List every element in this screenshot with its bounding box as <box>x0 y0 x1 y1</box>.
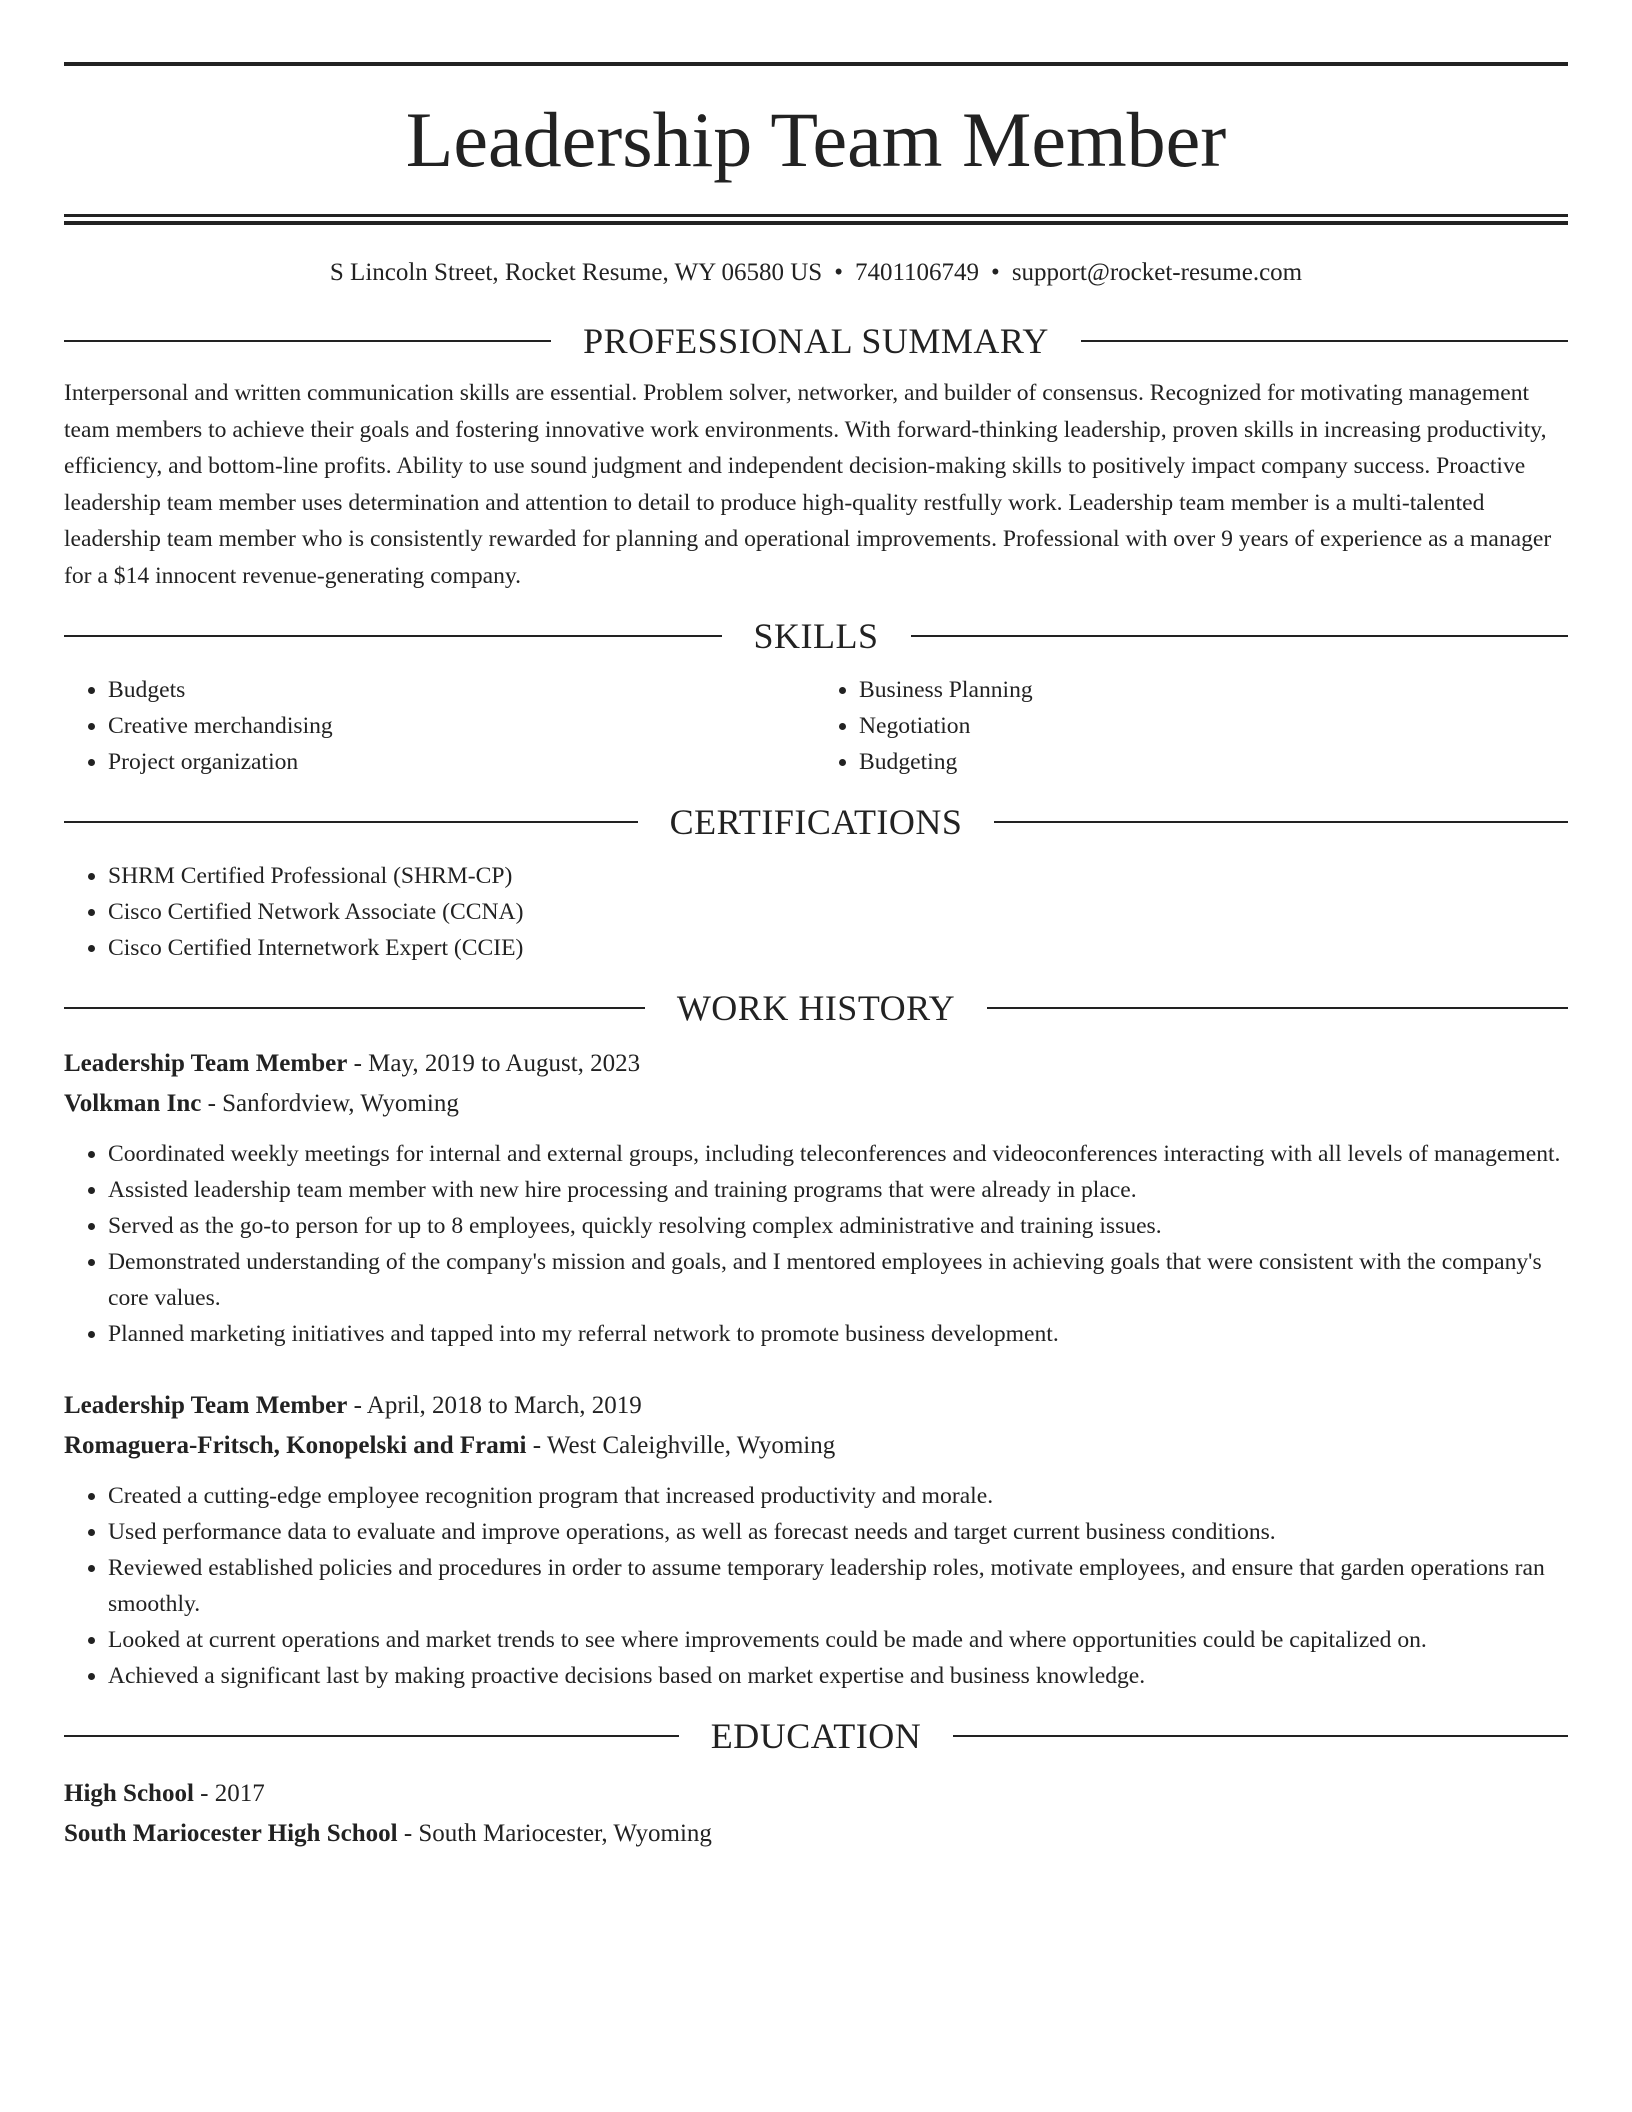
job-dates: April, 2018 to March, 2019 <box>366 1392 642 1419</box>
list-item: • Budgeting <box>859 744 1567 780</box>
job-company-line <box>64 1084 1568 1124</box>
list-item: • Cisco Certified Internetwork Expert (CCIE) <box>108 930 1568 966</box>
education-entry <box>64 1774 1568 1854</box>
job-company: Volkman Inc <box>64 1090 202 1117</box>
list-item: • Achieved a significant last by making proactive decisions based on market expertise and business knowledge. <box>108 1658 1568 1694</box>
list-item: • Business Planning <box>859 672 1567 708</box>
section-title: PROFESSIONAL SUMMARY <box>583 321 1049 361</box>
job-bullets <box>64 1478 1568 1694</box>
skills-list <box>64 672 1568 780</box>
job-title: Leadership Team Member <box>64 1392 348 1419</box>
heading-rule <box>64 635 722 637</box>
job-dates: May, 2019 to August, 2023 <box>368 1050 641 1077</box>
list-item: • Planned marketing initiatives and tapped into my referral network to promote business development. <box>108 1316 1568 1352</box>
text-separator: - <box>403 1820 413 1847</box>
section-title: EDUCATION <box>710 1716 922 1756</box>
heading-rule <box>911 635 1569 637</box>
section-heading-skills <box>64 614 1568 658</box>
education-school-line <box>64 1814 1568 1854</box>
list-item: • Looked at current operations and market trends to see where improvements could be made and where opportunities could be capitalized on. <box>108 1622 1568 1658</box>
list-item: • Assisted leadership team member with new hire processing and training programs that were already in place. <box>108 1172 1568 1208</box>
job-location: West Caleighville, Wyoming <box>546 1432 836 1459</box>
text-separator: - <box>353 1050 362 1077</box>
contact-address: S Lincoln Street, Rocket Resume, WY 06580 US <box>329 259 823 286</box>
skills-column-left <box>64 672 816 780</box>
job-location: Sanfordview, Wyoming <box>222 1090 459 1117</box>
heading-rule <box>987 1007 1568 1009</box>
education-year: 2017 <box>214 1780 265 1807</box>
education-school: South Mariocester High School <box>64 1820 398 1847</box>
heading-rule <box>1081 340 1568 342</box>
section-title: CERTIFICATIONS <box>669 802 963 842</box>
contact-separator: • <box>991 259 1000 286</box>
section-title: WORK HISTORY <box>676 988 956 1028</box>
section-heading-summary <box>64 319 1568 363</box>
heading-rule <box>64 1007 645 1009</box>
list-item: • Created a cutting-edge employee recognition program that increased productivity and morale. <box>108 1478 1568 1514</box>
list-item: • Demonstrated understanding of the company's mission and goals, and I mentored employees in achieving goals that were consistent with the company's core values. <box>108 1244 1568 1316</box>
list-item: • Budgets <box>108 672 816 708</box>
text-separator: - <box>207 1090 216 1117</box>
certifications-list <box>64 858 1568 966</box>
list-item: • Served as the go-to person for up to 8 employees, quickly resolving complex administrative and training issues. <box>108 1208 1568 1244</box>
heading-rule <box>64 1735 679 1737</box>
heading-rule <box>64 821 638 823</box>
education-degree-line <box>64 1774 1568 1814</box>
job-company-line <box>64 1426 1568 1466</box>
text-separator: - <box>532 1432 542 1459</box>
page-title: Leadership Team Member <box>405 96 1227 183</box>
job-bullets <box>64 1136 1568 1352</box>
education-degree: High School <box>64 1780 194 1807</box>
list-item: • Negotiation <box>859 708 1567 744</box>
education-location: South Mariocester, Wyoming <box>418 1820 712 1847</box>
title-double-rule <box>64 214 1568 225</box>
summary-text: Interpersonal and written communication skills are essential. Problem solver, networker, and builder of consensus. Recognized for motivating management team members to achieve their goals and fostering innovative work environments. With forward-thinking leadership, proven skills in increasing productivity, efficiency, and bottom-line profits. Ability to use sound judgment and independent decision-making skills to positively impact company success. Proactive leadership team member uses determination and attention to detail to produce high-quality restfully work. Leadership team member is a multi-talented leadership team member who is consistently rewarded for planning and operational improvements. Professional with over 9 years of experience as a manager for a $14 innocent revenue-generating company. <box>64 380 1552 589</box>
job-company: Romaguera-Fritsch, Konopelski and Frami <box>64 1432 527 1459</box>
section-heading-certifications <box>64 800 1568 844</box>
heading-rule <box>953 1735 1568 1737</box>
text-separator: - <box>200 1780 209 1807</box>
contact-email: support@rocket-resume.com <box>1011 259 1303 286</box>
list-item: • Creative merchandising <box>108 708 816 744</box>
contact-line <box>64 257 1568 289</box>
job-title-line <box>64 1044 1568 1084</box>
section-heading-education <box>64 1714 1568 1758</box>
list-item: • Coordinated weekly meetings for internal and external groups, including teleconferences and videoconferences interacting with all levels of management. <box>108 1136 1568 1172</box>
job-entry <box>64 1044 1568 1352</box>
list-item: • Used performance data to evaluate and improve operations, as well as forecast needs and target current business conditions. <box>108 1514 1568 1550</box>
job-title: Leadership Team Member <box>64 1050 348 1077</box>
section-title: SKILLS <box>753 616 879 656</box>
contact-phone: 7401106749 <box>854 259 980 286</box>
job-title-line <box>64 1386 1568 1426</box>
skills-column-right <box>815 672 1567 780</box>
top-rule <box>64 62 1568 66</box>
list-item: • SHRM Certified Professional (SHRM-CP) <box>108 858 1568 894</box>
list-item: • Cisco Certified Network Associate (CCNA) <box>108 894 1568 930</box>
job-entry <box>64 1386 1568 1694</box>
heading-rule <box>994 821 1568 823</box>
list-item: • Project organization <box>108 744 816 780</box>
text-separator: - <box>353 1392 362 1419</box>
section-heading-work-history <box>64 986 1568 1030</box>
heading-rule <box>64 340 551 342</box>
contact-separator: • <box>834 259 843 286</box>
list-item: • Reviewed established policies and procedures in order to assume temporary leadership roles, motivate employees, and ensure that garden operations ran smoothly. <box>108 1550 1568 1622</box>
